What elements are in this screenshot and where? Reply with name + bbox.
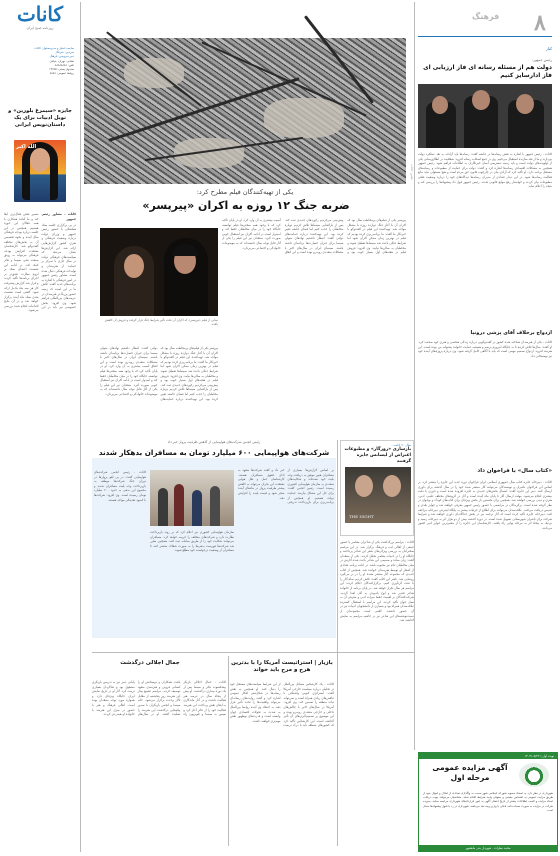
staff-box (4, 44, 76, 98)
airline-body-bottom: سازمان هواپیمایی کشوری نیز اعلام کرد که بر روند بازپرداخت نظارت دارد و شرکت‌های متخلف را جریمه خواهد کرد. مسافران می‌توانند شکایت خود را از طریق سامانه ثبت کنند. همچنین مقرر شد شرکت‌ها فهرست بدهی‌ها را به صورت شفاف منتشر کنند تا مسافران از وضعیت درخواست خود مطلع شوند. (150, 530, 234, 553)
airline-photo (150, 470, 234, 526)
page-number: ۸ (534, 10, 546, 36)
lead-article-body: پیرپسر یکی از فیلم‌های پرمخاطب سال بود که اکران آن با آغاز جنگ دوازده روزه با مشکل مواجه شد. تهیه‌کننده این فیلم در گفت‌وگو با خبرنگار ما گفت: ما برنامه‌ریزی کرده بودیم که فیلم در بهترین زمان ممکن اکران شود اما شرایط جنگی باعث شد سینماها تعطیل شوند و مخاطبان به سالن‌ها نیایند. وی افزود: فروش فیلم در هفته‌های اول بسیار خوب بود و پیش‌بینی می‌کردیم رکوردهای جدیدی ثبت کند. پس از بازگشایی سینماها تلاش کردیم دوباره مخاطبان را جذب کنیم اما فضای جامعه تغییر کرده بود. این تهیه‌کننده درباره حمایت‌های دولتی گفت: انتظار داشتیم نهادهای متولی سینما برای جبران خسارت‌ها برنامه‌ای داشته باشند. سینمای ایران در سال‌های اخیر با مشکلات متعددی روبه‌رو بوده است و این اتفاق آسیب بیشتری به آن وارد کرد. او در پایان تأکید کرد که با وجود همه سختی‌ها فیلم توانسته جایگاه خود را در میان مخاطبان حفظ کند و امیدوار است در ادامه اکران نیز استقبال خوبی صورت گیرد. منتقدان نیز این فیلم را یکی از آثار قابل توجه سال دانسته‌اند که به موضوعات خانوادگی و اجتماعی می‌پردازد. (222, 218, 406, 255)
film-still-photo (100, 228, 218, 316)
airline-body-left: کانات - رئیس انجمن شرکت‌های هواپیمایی گفت: در پی لغو پروازها در دوران جنگ شرکت‌ها موظف به بازپرداخت وجه بلیت مسافران شدند و مجموع این بدهی به حدود ۶۰۰ میلیارد تومان رسیده است. وی افزود: شرکت‌ها با کمبود نقدینگی مواجه هستند. (94, 470, 146, 502)
staff-line: نشانی: تهران، خیابان (49, 58, 74, 63)
left-article-body: در پی برگزاری جلسه ستاد هماهنگی با حضور رئیس جمهور و وزرای دولت درباره وضعیت فرهنگی و هنری کشور گزارش‌هایی ارائه شد. این گزارش‌ها نشان می‌دهد که سیاست‌های فرهنگی دولت در سال جاری با تمرکز بر حمایت از هنرمندان و تولیدات فرهنگی دنبال شده است. مشاور رئیس جمهور در امور فرهنگی با اشاره به برنامه‌های جدید گفت: تلاش ما بر این است که زمینه حضور پررنگ‌تر هنرمندان در عرصه‌های بین‌المللی فراهم شود. وی افزود: بخش خصوصی نیز باید در این مسیر نقش فعال‌تری ایفا کند و ما آماده همکاری با همه فعالان این حوزه هستیم. همچنین در این جلسه درباره بودجه فرهنگی سال آینده و نحوه تخصیص آن به بخش‌های مختلف گفت‌وگو شد. کارشناسان معتقدند افزایش بودجه فرهنگی می‌تواند به رونق صنعت نشر، سینما و تئاتر کمک کند. در ادامه این نشست اعضای ستاد بر لزوم نظارت دقیق‌تر بر اجرای برنامه‌ها تأکید کردند و قرار شد گزارش پیشرفت کار هر سه ماه یک‌بار ارائه شود. گفتنی است نشست بعدی ستاد ماه آینده برگزار خواهد شد و در آن نتایج اقدامات انجام شده بررسی می‌شود. (4, 212, 76, 313)
lead-kicker: یکی از تهیه‌کنندگان فیلم مطرح کرد: (196, 188, 294, 196)
airline-headline[interactable]: شرکت‌های هواپیمایی ۶۰۰ میلیارد تومان به مسافران بدهکار شدند (98, 448, 330, 457)
airline-kicker: رئیس انجمن شرکت‌های هواپیمایی از کاهش ظرفیت پرواز خبر داد (167, 440, 261, 444)
lead-article-continued: پیرپسر یکی از فیلم‌های پرمخاطب سال بود که اکران آن با آغاز جنگ دوازده روزه با مشکل مواجه شد. تهیه‌کننده این فیلم در گفت‌وگو با خبرنگار ما گفت: ما برنامه‌ریزی کرده بودیم که فیلم در بهترین زمان ممکن اکران شود اما شرایط جنگی باعث شد سینماها تعطیل شوند و مخاطبان به سالن‌ها نیایند. وی افزود: فروش فیلم در هفته‌های اول بسیار خوب بود و پیش‌بینی می‌کردیم رکوردهای جدیدی ثبت کند. پس از بازگشایی سینماها تلاش کردیم دوباره مخاطبان را جذب کنیم اما فضای جامعه تغییر کرده بود. این تهیه‌کننده درباره حمایت‌های دولتی گفت: انتظار داشتیم نهادهای متولی سینما برای جبران خسارت‌ها برنامه‌ای داشته باشند. سینمای ایران در سال‌های اخیر با مشکلات متعددی روبه‌رو بوده است و این اتفاق آسیب بیشتری به آن وارد کرد. او در پایان تأکید کرد که با وجود همه سختی‌ها فیلم توانسته جایگاه خود را در میان مخاطبان حفظ کند و امیدوار است در ادامه اکران نیز استقبال خوبی صورت گیرد. منتقدان نیز این فیلم را یکی از آثار قابل توجه سال دانسته‌اند که به موضوعات خانوادگی و اجتماعی می‌پردازد. (100, 346, 218, 401)
obituary-body: کانات - جمال اجلالی بازیگر پیشکسوت تئاتر و سینما پس از یک دوره بیماری درگذشت. او بیش از پنجاه سال در عرصه هنر فعالیت داشت و در آثار ماندگاری به ایفای نقش پرداخت. این هنرمند فعالیت خود را از تئاتر آغاز کرد و سپس به سینما و تلویزیون راه یافت. همکاران و دوستانش او را انسانی فروتن و هنرمندی متعهد توصیف کردند. مراسم تشییع پیکر این هنرمند روز پنجشنبه از مقابل تالار وحدت برگزار می‌شود. خانه سینما و انجمن بازیگران با صدور پیام‌هایی درگذشت این هنرمند را تسلیت گفتند. او در سال‌های پایانی عمر نیز به تدریس بازیگری مشغول بود و شاگردان بسیاری تربیت کرد. آثار او در تاریخ نمایش ایران جایگاه ویژه‌ای دارد و همواره مورد توجه منتقدان بوده است. اهالی فرهنگ و هنر با حضور در منزل این هنرمند با خانواده او همدردی کردند. (92, 680, 226, 717)
lead-photo (84, 38, 406, 184)
ad-strip: نوبت اول | ۱۴۰۴/۰۵/۲۲ (419, 753, 557, 759)
column-divider (414, 2, 415, 750)
column-divider (228, 656, 229, 846)
promo-image (14, 140, 66, 202)
right-headline[interactable]: دولت هم از مسئله رسانه ای فاز ارزیابی ای فاز ادارسایز کنیم (423, 64, 552, 79)
film-photo-caption: نمایی از فیلم «پیرپسر» که اکران آن تحت تأثیر شرایط جنگ قرار گرفت و فروش آن کاهش یافت. (104, 318, 218, 327)
promo-image-caption: الله اکبر (16, 144, 37, 150)
header-rule (418, 36, 552, 37)
film-poster (345, 467, 411, 523)
right-photo (418, 84, 552, 148)
left-article-lead: کانات - مشاور رئیس جمهور (41, 212, 76, 221)
staff-line: سردبیر: خبرنگار (55, 50, 74, 55)
analysis-headline[interactable]: بازیار | استراتیست آمریکا را با بدترین هرج و مرج باید خواند (231, 660, 333, 673)
left-column (2, 2, 78, 852)
right-kicker: رئیس جمهور: (532, 58, 552, 62)
right-subheadline[interactable]: ازدواج برخلاف آقای پزشی درونپا (470, 330, 552, 336)
lead-headline[interactable]: ضربه جنگ ۱۲ روزه به اکران «پیرپسر» (142, 199, 350, 212)
ad-body: شهرداری در نظر دارد به استناد مصوبه شورای اسلامی شهر نسبت به واگذاری تعدادی از املاک و اموال خود از طریق مزایده عمومی به اشخاص حقیقی و حقوقی واجد شرایط اقدام نماید. متقاضیان می‌توانند جهت دریافت اسناد مزایده و کسب اطلاعات بیشتر از تاریخ انتشار آگهی به امور قراردادهای شهرداری مراجعه نمایند. سپرده شرکت در مزایده به صورت ضمانت‌نامه بانکی یا واریز وجه نقد می‌باشد. شهرداری در رد یا قبول پیشنهادها مختار است. (423, 791, 553, 812)
film-box[interactable] (340, 440, 414, 536)
staff-line: صندوق پستی: ۱۴۸۷۵ (49, 67, 74, 72)
obituary-headline[interactable]: جمال اجلالی درگذشت (120, 660, 180, 666)
column-divider (80, 2, 81, 852)
staff-line: روابط عمومی: ۸۸۸۸ (49, 71, 74, 76)
masthead-logo: کانات (16, 2, 64, 26)
promo-title: جایزه «سیمرغ بلورین» و نوبل ادبیات برای یک داستان‌نویس ایرانی (8, 108, 72, 128)
left-article (4, 212, 76, 850)
lead-photo-caption: عکس: کانات (410, 163, 414, 180)
section-name: فرهنگ (472, 12, 500, 21)
staff-line: تلفن: ۸۸۸۸۸۸۸۸ (54, 62, 74, 67)
ad-title: آگهی مزایده عمومی مرحله اول (432, 763, 508, 782)
right-article-body: کانات - رئیس جمهور با اشاره به نقش رسانه‌ها در جامعه گفت: رسانه‌ها باید آزادانه به نقد عملکرد دولت بپردازند و ما از نقد سازنده استقبال می‌کنیم. وی در جمع اصحاب رسانه افزود: شفافیت در اطلاع‌رسانی یکی از اولویت‌های دولت است و باید زمینه دسترسی آسان خبرنگاران به اطلاعات فراهم شود. رئیس جمهور همچنین به مشکلات اقتصادی رسانه‌ها اشاره کرد و گفت: دولت برای حمایت از مطبوعات و رسانه‌های مستقل برنامه دارد. او تأکید کرد که آزادی بیان در چارچوب قانون حق مردم است و هیچ مسئولی نباید مانع فعالیت رسانه‌ها شود. در این دیدار تعدادی از مدیران رسانه‌ها دیدگاه‌های خود را درباره وضعیت فعلی مطبوعات بیان کردند و خواستار رفع موانع قانونی شدند. رئیس جمهور قول داد پیشنهادها را بررسی کند و نتیجه را اعلام نماید. (418, 152, 552, 189)
masthead-subtitle: روزنامه صبح ایران (26, 26, 54, 30)
promo-box[interactable] (2, 106, 78, 206)
airline-body-right: بر اساس گزارش‌ها بسیاری از مسافران هنوز موفق به دریافت وجه بلیت خود نشده‌اند و شکایت‌های متعددی به سازمان هواپیمایی کشوری رسیده است. رئیس انجمن گفت: برای حل این مشکل نیازمند حمایت دولت هستیم. او همچنین از برنامه‌ریزی برای بازپرداخت تدریجی خبر داد و گفت شرکت‌ها متعهد به ادای حقوق مسافران هستند. کارشناسان حمل و نقل هوایی معتقدند این بحران می‌تواند به کاهش بیشتر ظرفیت پرواز در ماه‌های آینده منجر شود و قیمت بلیت را افزایش دهد. (238, 468, 334, 505)
municipality-logo-icon (519, 763, 549, 787)
column-divider (337, 440, 338, 846)
poster-title: THE NIGHT (349, 514, 374, 519)
film-box-title: بازسازی «روزگار» و مطبوعات اعتراض از لیسانس جایزه گرفتند (344, 447, 411, 464)
auction-ad[interactable] (418, 752, 558, 852)
right-article-body-3: کانات - دبیرخانه جایزه کتاب سال جمهوری اسلامی ایران فراخوان دوره جدید این جایزه را منتشر کرد. بر اساس این فراخوان ناشران و نویسندگان می‌توانند آثار منتشر شده خود را در سال گذشته برای داوری ارسال کنند. دبیر این جایزه گفت: امسال بخش‌های جدیدی به جایزه افزوده شده است و داوری با دقت بیشتری انجام می‌شود. مهلت ارسال آثار تا پایان ماه آینده است و آثار در گروه‌های مختلف علمی، ادبی، هنری و دینی بررسی خواهند شد. همچنین برای نخستین بار بخش ویژه‌ای برای کتاب‌های کودک و نوجوان در نظر گرفته شده است. برگزیدگان در مراسمی با حضور رئیس جمهور معرفی خواهند شد و جوایز نقدی و تندیس دریافت می‌کنند. علاقه‌مندان می‌توانند برای اطلاع از جزئیات بیشتر به پایگاه اینترنتی دبیرخانه مراجعه کنند. دبیرخانه جایزه تأکید کرده است که آثار ترجمه نیز در بخش جداگانه‌ای داوری خواهند شد و شرایط شرکت برای ناشران شهرستانی تسهیل شده است. در دوره گذشته بیش از دو هزار اثر به دبیرخانه رسید و نزدیک به پنجاه اثر به مرحله نهایی راه یافتند. کارشناسان این جایزه را از معتبرترین جوایز ادبی کشور می‌دانند. (418, 480, 552, 530)
ceremony-body: کانات - مراسم بزرگداشت یکی از شاعران معاصر با حضور جمعی از اهالی ادب و فرهنگ برگزار شد. در این مراسم سخنرانان به بررسی ویژگی‌های شعر این شاعر پرداختند و جایگاه او را در ادبیات معاصر تحلیل کردند. یکی از منتقدان گفت: زبان ساده و صمیمی این شاعر باعث شده آثارش در میان مخاطبان عام نیز محبوب باشد. در ادامه برنامه تعدادی از اشعار او توسط هنرمندان خوانده شد. همچنین از کتاب جدیدی که مجموعه آثار منتشر نشده او را در بر می‌گیرد رونمایی شد. ناشر این کتاب گفت: تلاش کردیم تمام آثار را با دقت گردآوری کنیم. برگزارکنندگان اعلام کردند این مراسم هر سال تکرار خواهد شد. در پایان برنامه از خانواده شاعر تقدیر شد و لوح یادبودی به آنان اهدا گردید. شرکت‌کنندگان بر اهمیت حفظ میراث ادبی و معرفی آن به نسل جوان تأکید کردند. این مراسم با استقبال گسترده علاقه‌مندان همراه بود و بسیاری از دانشجویان ادبیات نیز در آن حضور داشتند. گفتنی است مجموعه‌ای از دست‌نوشته‌های این شاعر نیز در حاشیه مراسم به نمایش گذاشته شد. (340, 540, 414, 623)
staff-line: دبیر سرویس: فرهنگ (49, 54, 74, 59)
masthead (2, 2, 78, 42)
right-section-label: کنار (545, 46, 552, 51)
staff-line: صاحب امتیاز و مدیرمسئول: کانات (34, 46, 74, 50)
analysis-body: کانات - یک کارشناس مسائل بین‌الملل در تحلیلی درباره سیاست خارجی آمریکا گفت: استراتژی کنونی واشنگتن با تناقض‌های زیادی همراه است و نمی‌تواند ثبات منطقه را تضمین کند. وی افزود: آمریکا در سال‌های اخیر با چالش‌های داخلی و خارجی متعددی روبه‌رو بوده و این موضوع بر تصمیم‌گیری‌های آن تأثیر گذاشته است. این کارشناس تأکید کرد که کشورهای منطقه باید با درک درست از این شرایط سیاست‌های مستقل خود را دنبال کنند. او همچنین به نقش رسانه‌ها در شکل‌دهی افکار عمومی اشاره کرد و گفت روایت‌های رسانه‌ای می‌تواند واقعیت‌ها را تحت تأثیر قرار دهد. به اعتقاد وی آینده روابط بین‌الملل به شدت به تحولات اقتصادی جهان وابسته است و قدرت‌های نوظهور نقش مهم‌تری خواهند داشت. (230, 682, 334, 728)
right-article-body-2: کانات - یکی از هنرمندان شناخته شده کشور در گفت‌وگویی درباره زندگی شخصی و هنری خود صحبت کرد. او گفت: سال‌ها تلاش کردم تا به جایگاه امروزم برسم و همیشه حمایت خانواده پشتوانه من بوده است. این هنرمند افزود: ازدواج تصمیم مهمی است که باید با آگاهی کامل گرفته شود. وی درباره پروژه‌های آینده خود نیز توضیحاتی داد. (418, 340, 552, 358)
ad-footer: محمد نظرات - شهردار بندر ماهشهر (419, 845, 557, 851)
film-box-kicker: سال ۹۰ ادامه... (391, 443, 411, 447)
right-subheadline-2[interactable]: «کتاب سال» با فراخوان داد (477, 468, 552, 474)
